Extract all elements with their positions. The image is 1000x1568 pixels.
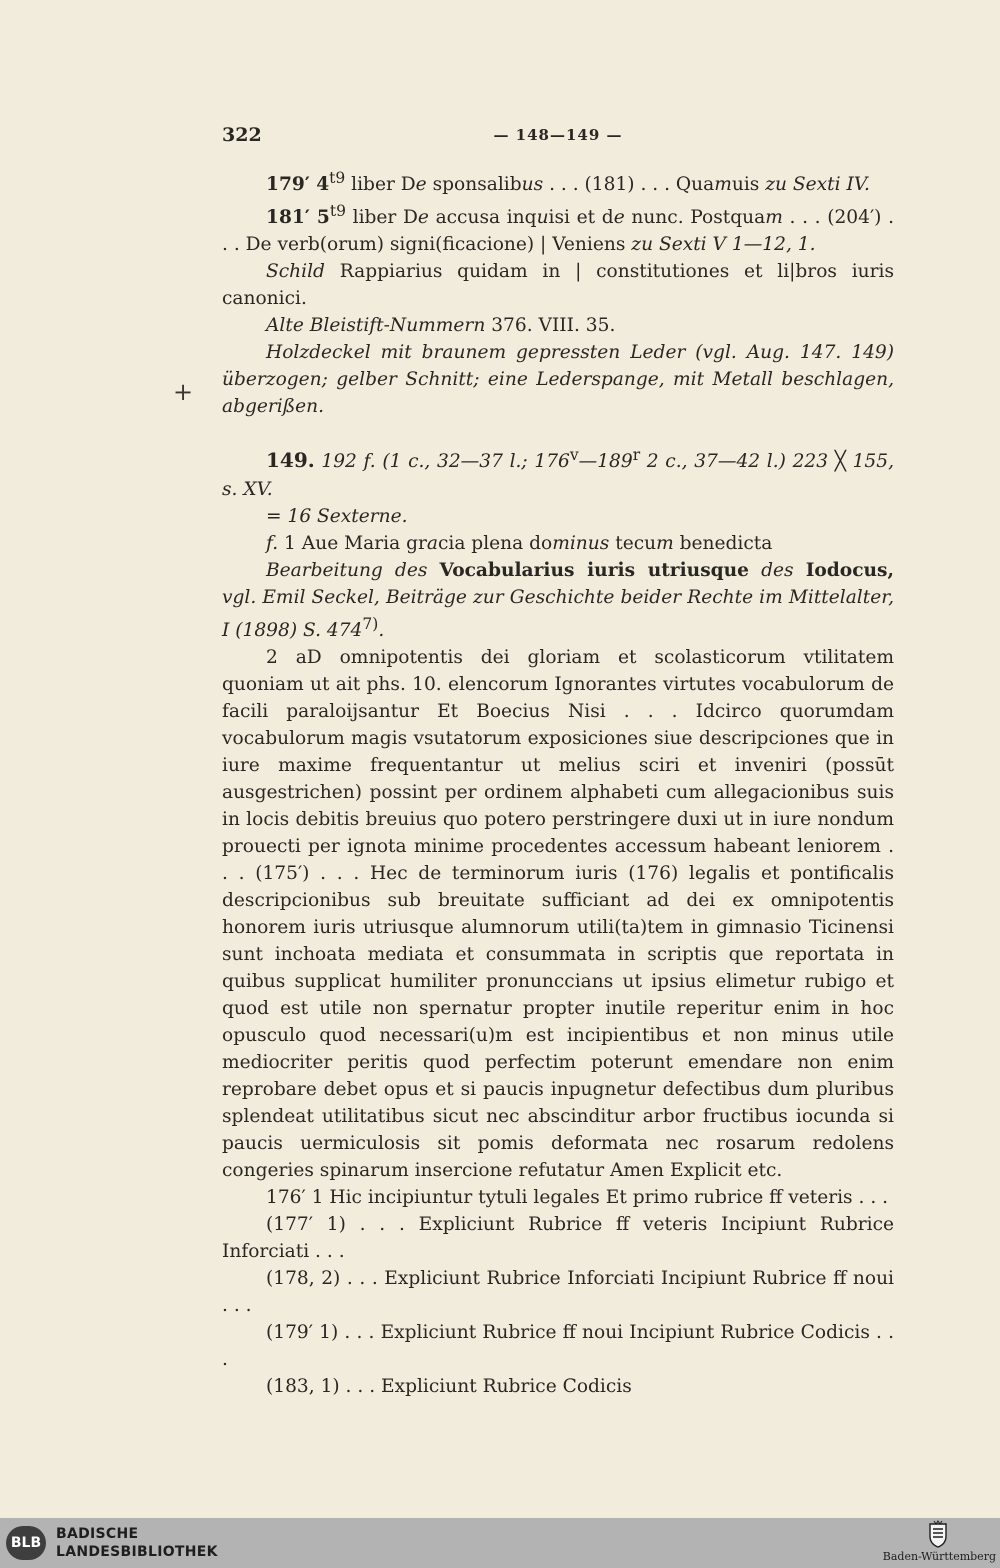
blb-logo[interactable]: BLB <box>6 1526 46 1560</box>
page-number: 322 <box>222 124 262 146</box>
text-run: nunc. Postqua <box>624 207 766 229</box>
binding-description <box>222 339 894 420</box>
text-run: liber D <box>345 207 418 229</box>
text-run: u <box>536 207 549 229</box>
folio-1-incipit <box>222 530 894 557</box>
text-run: m <box>656 532 674 554</box>
entry-148-line-1 <box>222 165 894 198</box>
rubric-line-2: (177′ 1) . . . Expliciunt Rubrice ff veteris Incipiunt Rubrice Inforciati . . . <box>222 1213 894 1262</box>
text-run: m <box>765 207 783 229</box>
margin-plus-mark: + <box>173 378 194 406</box>
text-run: zu Sexti IV. <box>765 174 870 196</box>
text-run: liber D <box>345 174 416 196</box>
sexterne-line <box>222 503 894 530</box>
running-header <box>222 124 894 152</box>
work-title: Vocabularius iuris utriusque <box>439 559 750 581</box>
schild-line <box>222 258 894 312</box>
sexterne-text: = 16 Sexterne. <box>266 505 408 527</box>
library-footer <box>0 1518 1000 1568</box>
folio-ref: 179′ 4 <box>266 174 330 196</box>
library-name[interactable] <box>56 1525 218 1561</box>
text-run: uis <box>731 174 766 196</box>
text-run: Bearbeitung des <box>266 559 440 581</box>
document-body <box>222 165 894 1400</box>
label-alte-nummern: Alte Bleistift-Nummern <box>266 315 486 337</box>
coat-of-arms-icon <box>928 1520 948 1548</box>
rubric-line-5: (183, 1) . . . Expliciunt Rubrice Codicis <box>266 1375 632 1397</box>
text-run: e <box>417 207 429 229</box>
text-run: vgl. Emil Seckel, Beiträge zur Geschichte beider Rechte im Mittelalter, I (1898) S. 474 <box>222 586 894 641</box>
entry-range: — 148—149 — <box>493 126 623 144</box>
library-name-line-2: LANDESBIBLIOTHEK <box>56 1544 218 1560</box>
text-run: 1 Aue Maria gr <box>278 532 427 554</box>
text-run: . . . (181) . . . Qua <box>543 174 715 196</box>
collation: —189 <box>578 451 633 473</box>
text-run: zu Sexti V 1—12, 1. <box>631 234 816 256</box>
text-run: cia plena do <box>437 532 553 554</box>
text-run: . <box>378 619 385 641</box>
text-run: e <box>613 207 625 229</box>
text-run: Rappiarius quidam in | constitutiones et li|bros iuris canonici. <box>222 261 894 310</box>
folio-ref: 181′ 5 <box>266 207 330 229</box>
label-schild: Schild <box>266 261 325 283</box>
text-run: minus <box>552 532 610 554</box>
superscript: t9 <box>329 202 346 221</box>
text-run: m <box>714 174 732 196</box>
author-name: Iodocus, <box>805 559 894 581</box>
text-run: a <box>426 532 438 554</box>
rubric-line-4: (179′ 1) . . . Expliciunt Rubrice ff noui Incipiunt Rubrice Codicis . . . <box>222 1321 894 1370</box>
text-run: benedicta <box>673 532 773 554</box>
rubric-line-1: 176′ 1 Hic incipiuntur tytuli legales Et primo rubrice ff veteris . . . <box>266 1186 889 1208</box>
library-name-line-1: BADISCHE <box>56 1526 139 1542</box>
text-run: tecu <box>609 532 657 554</box>
entry-149-heading <box>222 442 894 502</box>
text-run: 376. VIII. 35. <box>485 315 616 337</box>
text-run: sponsalib <box>426 174 522 196</box>
binding-text: Holzdeckel mit braunem gepressten Leder (vgl. Aug. 147. 149) überzogen; gelber Schnitt; eine Lederspange, mit Metall beschlagen, abgerißen. <box>222 342 894 418</box>
state-name: Baden-Württemberg <box>882 1550 996 1563</box>
text-run: des <box>749 559 806 581</box>
text-run: . . . (204′) . . . De verb(orum) signi(ficacione) | Veniens <box>222 207 894 256</box>
entry-number: 149. <box>266 448 315 473</box>
bearbeitung-note <box>222 557 894 644</box>
rubric-line-3: (178, 2) . . . Expliciunt Rubrice Inforciati Incipiunt Rubrice ff noui . . . <box>222 1267 894 1316</box>
superscript: v <box>569 446 579 465</box>
collation: 192 f. (1 c., 32—37 l.; 176 <box>321 451 570 473</box>
text-run: isi et d <box>548 207 614 229</box>
footnote-ref: 7) <box>362 614 379 633</box>
text-run: f. <box>266 532 279 554</box>
collation: 2 c., 37—42 l.) 223 ╳ 155, s. XV. <box>222 451 894 500</box>
superscript: r <box>632 446 641 465</box>
text-run: e <box>415 174 427 196</box>
main-transcription: 2 aD omnipotentis dei gloriam et scolasticorum vtilitatem quoniam ut ait phs. 10. elencorum Ignorantes virtutes vocabulorum de facili paraloijsantur Et Boecius Nisi . . . Idcirco quorumdam vocabulorum magis vsutatorum exposiciones siue descripciones que in iure maxime frequentantur ut melius sciri et inveniri (possūt ausgestrichen) possint per ordinem alphabeti cum allegacionibus suis in locis debitis breuius quo potero perstringere duxi ut in iure nondum prouecti per ignota minime procedentes accessum habeant leniorem . . . (175′) . . . Hec de terminorum iuris (176) legalis et pontificalis descripcionibus sub breuitate sufficiant ad dei ex omnipotentis honorem iuris utriusque alumnorum utili(ta)tem in gimnasio Ticinensi sunt inchoata mediata et consummata in scriptis que reportata in quibus supplicat humiliter pronunccians ut ipsius elimetur rubigo et quod est utile non spernatur propter inutile reperitur enim in hoc opusculo quod necessari(u)m est incipientibus et non minus utile mediocriter peritis quod perfectim poterunt emendare non enim reprobare debet opus et si paucis inpugnetur defectibus dum pluribus splendeat utilitatibus sicut nec abscinditur arbor fructibus iocunda si paucis uermiculosis sit pomis deformata nec rosarum redolens congeries spinarum insercione refutatur Amen Explicit etc. <box>222 646 894 1181</box>
text-run: us <box>521 174 544 196</box>
bleistift-line <box>222 312 894 339</box>
entry-148-line-2 <box>222 198 894 258</box>
superscript: t9 <box>329 169 346 187</box>
text-run: accusa inq <box>428 207 537 229</box>
